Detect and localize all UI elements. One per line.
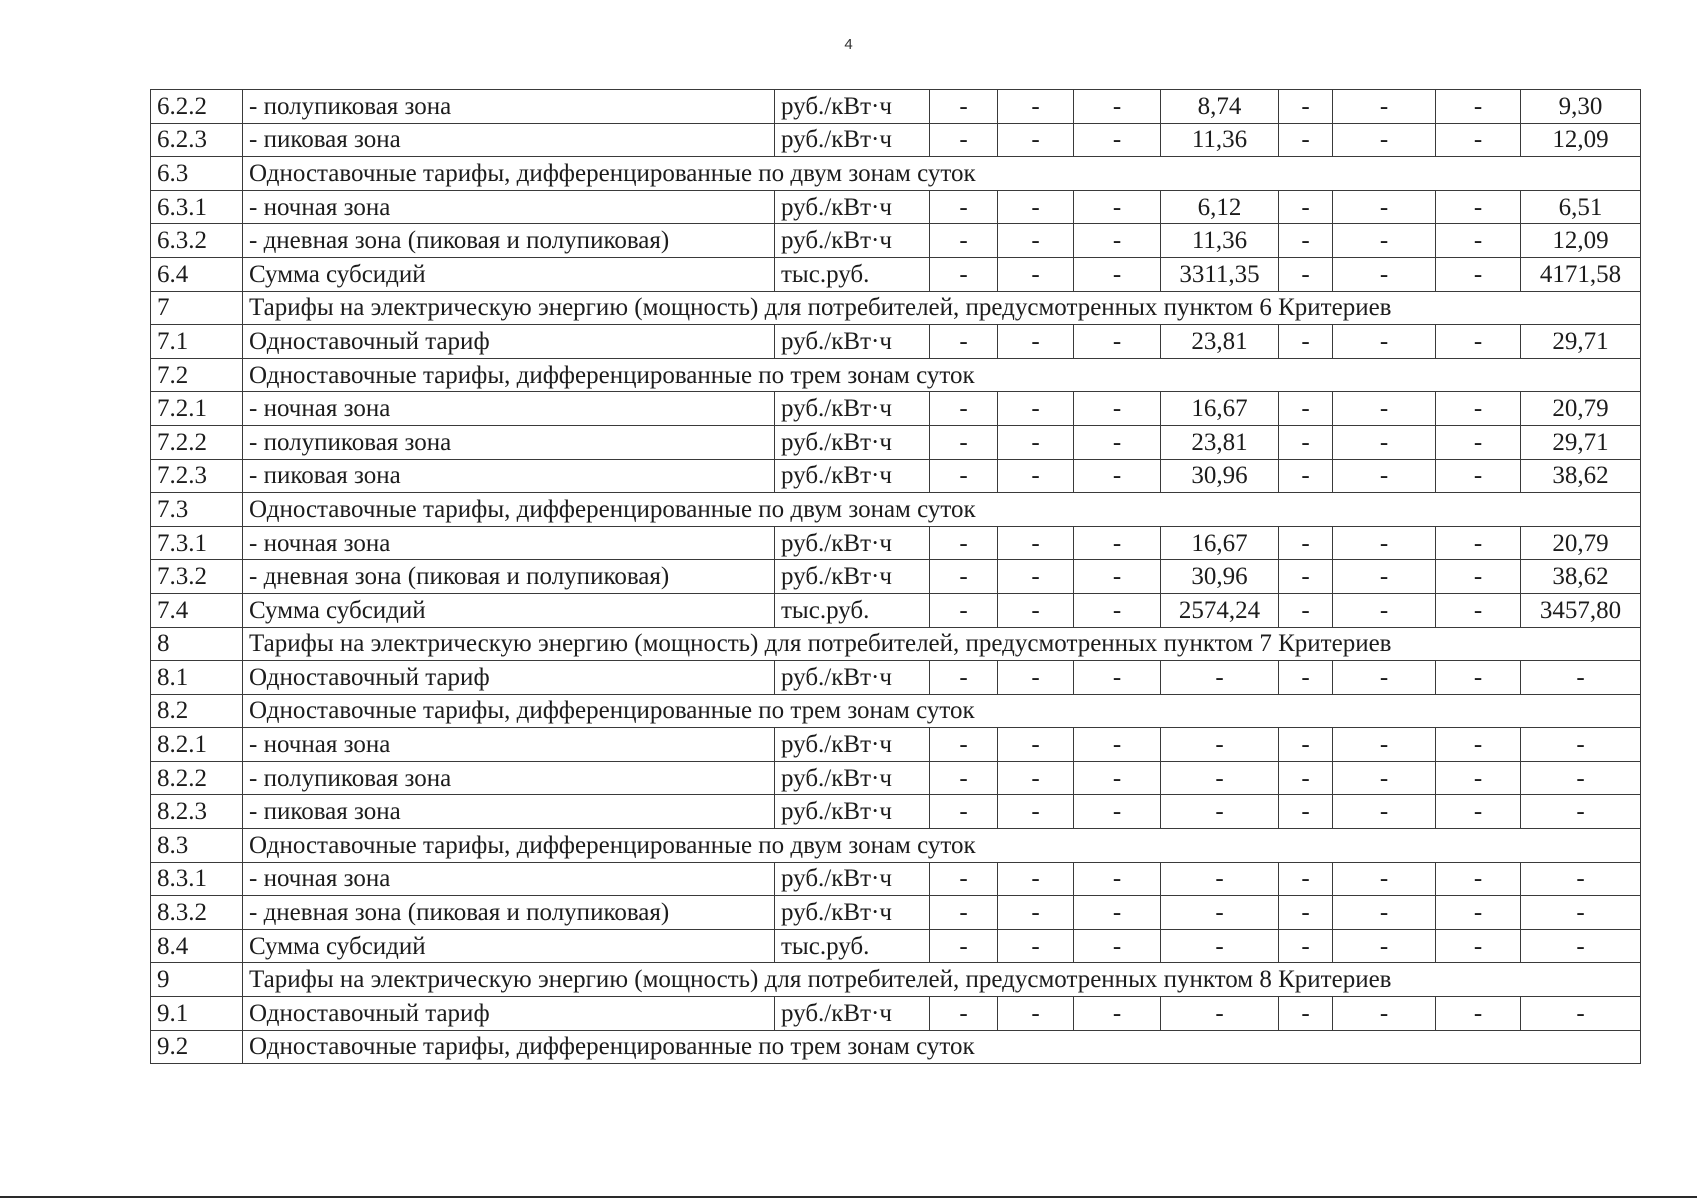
row-number: 8.2.3 [151, 795, 243, 829]
table-row [151, 224, 1641, 258]
value-cell: - [1074, 728, 1161, 762]
value-cell: - [998, 90, 1074, 124]
value-cell: - [1521, 896, 1641, 930]
section-title: Одноставочные тарифы, дифференцированные по трем зонам суток [243, 358, 1641, 392]
value-cell: - [1436, 257, 1521, 291]
value-cell: - [1074, 224, 1161, 258]
table-row [151, 325, 1641, 359]
page-bottom-rule [0, 1196, 1697, 1198]
section-title: Тарифы на электрическую энергию (мощность) для потребителей, предусмотренных пунктом 6 Критериев [243, 291, 1641, 325]
value-cell: - [1333, 997, 1436, 1031]
row-unit: руб./кВт·ч [775, 560, 930, 594]
row-name: - полупиковая зона [243, 425, 775, 459]
value-cell: - [930, 862, 998, 896]
value-cell: - [930, 526, 998, 560]
value-cell: - [1436, 593, 1521, 627]
value-cell: - [1436, 190, 1521, 224]
value-cell: - [1279, 425, 1333, 459]
section-row [151, 963, 1641, 997]
row-number: 7.2 [151, 358, 243, 392]
table-row [151, 929, 1641, 963]
value-cell: - [1436, 997, 1521, 1031]
value-cell: - [998, 526, 1074, 560]
table-row [151, 123, 1641, 157]
page-number: 4 [844, 36, 853, 53]
table-row [151, 862, 1641, 896]
value-cell: - [1279, 661, 1333, 695]
value-cell: - [1074, 929, 1161, 963]
table-row [151, 997, 1641, 1031]
value-cell: - [1279, 761, 1333, 795]
row-number: 8.2.2 [151, 761, 243, 795]
value-cell: - [1074, 862, 1161, 896]
value-cell: - [1333, 325, 1436, 359]
tariff-table [150, 89, 1641, 1064]
value-cell: 38,62 [1521, 560, 1641, 594]
value-cell: - [998, 190, 1074, 224]
value-cell: - [1333, 795, 1436, 829]
value-cell: - [1161, 997, 1279, 1031]
row-name: - ночная зона [243, 526, 775, 560]
table-row [151, 560, 1641, 594]
row-name: - пиковая зона [243, 123, 775, 157]
value-cell: - [930, 593, 998, 627]
value-cell: - [1333, 190, 1436, 224]
value-cell: - [1074, 123, 1161, 157]
row-number: 8.1 [151, 661, 243, 695]
value-cell: - [1521, 761, 1641, 795]
value-cell: - [1333, 123, 1436, 157]
section-title: Одноставочные тарифы, дифференцированные по трем зонам суток [243, 1030, 1641, 1064]
value-cell: - [1074, 459, 1161, 493]
value-cell: - [1436, 896, 1521, 930]
value-cell: - [1436, 224, 1521, 258]
row-number: 9.2 [151, 1030, 243, 1064]
row-name: - пиковая зона [243, 795, 775, 829]
value-cell: - [1279, 862, 1333, 896]
row-name: - дневная зона (пиковая и полупиковая) [243, 224, 775, 258]
value-cell: - [1161, 896, 1279, 930]
table-row [151, 593, 1641, 627]
section-row [151, 291, 1641, 325]
section-row [151, 694, 1641, 728]
row-number: 7.2.3 [151, 459, 243, 493]
value-cell: - [1279, 795, 1333, 829]
row-unit: руб./кВт·ч [775, 997, 930, 1031]
section-row [151, 493, 1641, 527]
row-number: 7.3.2 [151, 560, 243, 594]
row-unit: руб./кВт·ч [775, 224, 930, 258]
value-cell: - [1279, 526, 1333, 560]
value-cell: - [930, 190, 998, 224]
row-number: 7.4 [151, 593, 243, 627]
row-number: 8.3.1 [151, 862, 243, 896]
value-cell: - [1161, 862, 1279, 896]
row-number: 8.3.2 [151, 896, 243, 930]
row-unit: руб./кВт·ч [775, 425, 930, 459]
value-cell: - [1074, 425, 1161, 459]
value-cell: 4171,58 [1521, 257, 1641, 291]
row-unit: руб./кВт·ч [775, 392, 930, 426]
row-unit: руб./кВт·ч [775, 795, 930, 829]
value-cell: - [1333, 896, 1436, 930]
value-cell: 30,96 [1161, 560, 1279, 594]
value-cell: - [998, 224, 1074, 258]
value-cell: - [1074, 761, 1161, 795]
value-cell: - [1333, 593, 1436, 627]
value-cell: - [930, 325, 998, 359]
value-cell: - [998, 795, 1074, 829]
value-cell: - [1333, 459, 1436, 493]
value-cell: - [998, 392, 1074, 426]
value-cell: - [1074, 325, 1161, 359]
value-cell: 12,09 [1521, 224, 1641, 258]
table-row [151, 896, 1641, 930]
row-unit: руб./кВт·ч [775, 862, 930, 896]
value-cell: - [1279, 90, 1333, 124]
value-cell: 16,67 [1161, 526, 1279, 560]
value-cell: - [1279, 997, 1333, 1031]
row-unit: руб./кВт·ч [775, 123, 930, 157]
table-row [151, 526, 1641, 560]
row-number: 6.3 [151, 157, 243, 191]
value-cell: 23,81 [1161, 425, 1279, 459]
value-cell: - [1279, 929, 1333, 963]
value-cell: - [1074, 997, 1161, 1031]
table-row [151, 90, 1641, 124]
value-cell: - [1074, 190, 1161, 224]
value-cell: - [1436, 661, 1521, 695]
row-number: 8.2.1 [151, 728, 243, 762]
value-cell: - [1279, 190, 1333, 224]
value-cell: - [930, 459, 998, 493]
value-cell: - [1279, 325, 1333, 359]
row-name: - пиковая зона [243, 459, 775, 493]
row-number: 6.3.2 [151, 224, 243, 258]
row-unit: руб./кВт·ч [775, 459, 930, 493]
row-name: Сумма субсидий [243, 929, 775, 963]
table-row [151, 795, 1641, 829]
value-cell: - [998, 123, 1074, 157]
row-unit: тыс.руб. [775, 257, 930, 291]
value-cell: - [1333, 425, 1436, 459]
row-number: 6.3.1 [151, 190, 243, 224]
value-cell: - [998, 325, 1074, 359]
value-cell: 20,79 [1521, 392, 1641, 426]
value-cell: - [1279, 123, 1333, 157]
value-cell: - [998, 593, 1074, 627]
value-cell: 9,30 [1521, 90, 1641, 124]
value-cell: 29,71 [1521, 425, 1641, 459]
table-row [151, 190, 1641, 224]
row-name: - ночная зона [243, 392, 775, 426]
row-unit: руб./кВт·ч [775, 761, 930, 795]
value-cell: - [998, 459, 1074, 493]
value-cell: - [1436, 929, 1521, 963]
value-cell: - [930, 123, 998, 157]
value-cell: 3457,80 [1521, 593, 1641, 627]
value-cell: 3311,35 [1161, 257, 1279, 291]
value-cell: 16,67 [1161, 392, 1279, 426]
value-cell: - [1436, 425, 1521, 459]
value-cell: - [1074, 593, 1161, 627]
value-cell: - [998, 661, 1074, 695]
row-name: - ночная зона [243, 728, 775, 762]
value-cell: - [1436, 560, 1521, 594]
value-cell: - [1074, 661, 1161, 695]
row-number: 9.1 [151, 997, 243, 1031]
value-cell: - [1074, 560, 1161, 594]
value-cell: 11,36 [1161, 224, 1279, 258]
value-cell: - [1333, 728, 1436, 762]
value-cell: - [998, 929, 1074, 963]
value-cell: - [998, 425, 1074, 459]
value-cell: - [930, 425, 998, 459]
table-row [151, 392, 1641, 426]
value-cell: 38,62 [1521, 459, 1641, 493]
value-cell: 12,09 [1521, 123, 1641, 157]
row-unit: руб./кВт·ч [775, 325, 930, 359]
value-cell: - [998, 997, 1074, 1031]
value-cell: - [1074, 392, 1161, 426]
value-cell: - [1436, 459, 1521, 493]
value-cell: - [1279, 257, 1333, 291]
value-cell: - [1279, 560, 1333, 594]
value-cell: - [1436, 795, 1521, 829]
value-cell: 6,51 [1521, 190, 1641, 224]
row-name: Сумма субсидий [243, 593, 775, 627]
row-number: 8 [151, 627, 243, 661]
value-cell: - [1074, 90, 1161, 124]
value-cell: - [1074, 896, 1161, 930]
value-cell: - [1333, 90, 1436, 124]
value-cell: - [1436, 325, 1521, 359]
row-unit: руб./кВт·ч [775, 661, 930, 695]
row-name: Одноставочный тариф [243, 997, 775, 1031]
row-unit: руб./кВт·ч [775, 190, 930, 224]
value-cell: - [930, 761, 998, 795]
value-cell: - [998, 896, 1074, 930]
row-number: 7.3 [151, 493, 243, 527]
table-row [151, 425, 1641, 459]
value-cell: - [1333, 526, 1436, 560]
row-unit: руб./кВт·ч [775, 526, 930, 560]
row-name: - дневная зона (пиковая и полупиковая) [243, 896, 775, 930]
row-unit: тыс.руб. [775, 929, 930, 963]
row-name: Одноставочный тариф [243, 325, 775, 359]
row-unit: тыс.руб. [775, 593, 930, 627]
row-name: - полупиковая зона [243, 90, 775, 124]
value-cell: - [1074, 257, 1161, 291]
value-cell: - [1279, 896, 1333, 930]
value-cell: 29,71 [1521, 325, 1641, 359]
section-title: Одноставочные тарифы, дифференцированные по двум зонам суток [243, 829, 1641, 863]
row-number: 8.4 [151, 929, 243, 963]
row-name: Одноставочный тариф [243, 661, 775, 695]
value-cell: - [1521, 929, 1641, 963]
value-cell: - [1333, 257, 1436, 291]
row-unit: руб./кВт·ч [775, 896, 930, 930]
section-row [151, 627, 1641, 661]
section-title: Одноставочные тарифы, дифференцированные по трем зонам суток [243, 694, 1641, 728]
row-number: 7 [151, 291, 243, 325]
value-cell: - [1436, 123, 1521, 157]
value-cell: - [1161, 661, 1279, 695]
value-cell: - [1161, 728, 1279, 762]
value-cell: - [1436, 392, 1521, 426]
value-cell: 8,74 [1161, 90, 1279, 124]
row-number: 6.4 [151, 257, 243, 291]
value-cell: - [1333, 761, 1436, 795]
value-cell: - [1279, 392, 1333, 426]
table-row [151, 257, 1641, 291]
value-cell: - [1279, 728, 1333, 762]
table-row [151, 728, 1641, 762]
value-cell: - [1279, 224, 1333, 258]
section-row [151, 1030, 1641, 1064]
table-row [151, 661, 1641, 695]
value-cell: - [1436, 761, 1521, 795]
value-cell: - [930, 392, 998, 426]
value-cell: - [930, 224, 998, 258]
value-cell: - [1279, 459, 1333, 493]
row-name: Сумма субсидий [243, 257, 775, 291]
section-title: Тарифы на электрическую энергию (мощность) для потребителей, предусмотренных пунктом 8 Критериев [243, 963, 1641, 997]
value-cell: - [1436, 90, 1521, 124]
row-name: - ночная зона [243, 190, 775, 224]
row-number: 7.3.1 [151, 526, 243, 560]
value-cell: - [1333, 560, 1436, 594]
value-cell: - [1333, 224, 1436, 258]
value-cell: - [930, 90, 998, 124]
row-number: 7.1 [151, 325, 243, 359]
tariff-table-body [151, 90, 1641, 1064]
value-cell: 20,79 [1521, 526, 1641, 560]
row-name: - дневная зона (пиковая и полупиковая) [243, 560, 775, 594]
row-number: 8.2 [151, 694, 243, 728]
value-cell: - [930, 257, 998, 291]
value-cell: - [1521, 862, 1641, 896]
value-cell: - [1436, 728, 1521, 762]
value-cell: - [1161, 761, 1279, 795]
value-cell: - [930, 929, 998, 963]
value-cell: - [930, 795, 998, 829]
row-number: 6.2.3 [151, 123, 243, 157]
value-cell: - [1521, 661, 1641, 695]
value-cell: - [1436, 862, 1521, 896]
value-cell: - [930, 997, 998, 1031]
value-cell: - [998, 257, 1074, 291]
value-cell: - [930, 896, 998, 930]
value-cell: - [930, 661, 998, 695]
value-cell: - [1161, 929, 1279, 963]
value-cell: - [1333, 929, 1436, 963]
value-cell: - [1279, 593, 1333, 627]
value-cell: 11,36 [1161, 123, 1279, 157]
row-number: 7.2.2 [151, 425, 243, 459]
value-cell: - [998, 862, 1074, 896]
value-cell: - [1521, 795, 1641, 829]
row-unit: руб./кВт·ч [775, 90, 930, 124]
section-title: Одноставочные тарифы, дифференцированные по двум зонам суток [243, 493, 1641, 527]
row-number: 7.2.1 [151, 392, 243, 426]
row-name: - полупиковая зона [243, 761, 775, 795]
section-row [151, 358, 1641, 392]
value-cell: 2574,24 [1161, 593, 1279, 627]
table-row [151, 459, 1641, 493]
row-number: 9 [151, 963, 243, 997]
value-cell: 6,12 [1161, 190, 1279, 224]
value-cell: 23,81 [1161, 325, 1279, 359]
value-cell: - [930, 560, 998, 594]
value-cell: - [998, 560, 1074, 594]
value-cell: - [998, 728, 1074, 762]
section-row [151, 829, 1641, 863]
value-cell: - [998, 761, 1074, 795]
row-unit: руб./кВт·ч [775, 728, 930, 762]
row-name: - ночная зона [243, 862, 775, 896]
value-cell: - [1074, 795, 1161, 829]
value-cell: 30,96 [1161, 459, 1279, 493]
value-cell: - [1521, 997, 1641, 1031]
value-cell: - [1436, 526, 1521, 560]
value-cell: - [1333, 862, 1436, 896]
value-cell: - [1333, 392, 1436, 426]
value-cell: - [1521, 728, 1641, 762]
section-title: Одноставочные тарифы, дифференцированные по двум зонам суток [243, 157, 1641, 191]
section-title: Тарифы на электрическую энергию (мощность) для потребителей, предусмотренных пунктом 7 Критериев [243, 627, 1641, 661]
table-row [151, 761, 1641, 795]
value-cell: - [930, 728, 998, 762]
section-row [151, 157, 1641, 191]
value-cell: - [1074, 526, 1161, 560]
row-number: 8.3 [151, 829, 243, 863]
value-cell: - [1161, 795, 1279, 829]
row-number: 6.2.2 [151, 90, 243, 124]
value-cell: - [1333, 661, 1436, 695]
